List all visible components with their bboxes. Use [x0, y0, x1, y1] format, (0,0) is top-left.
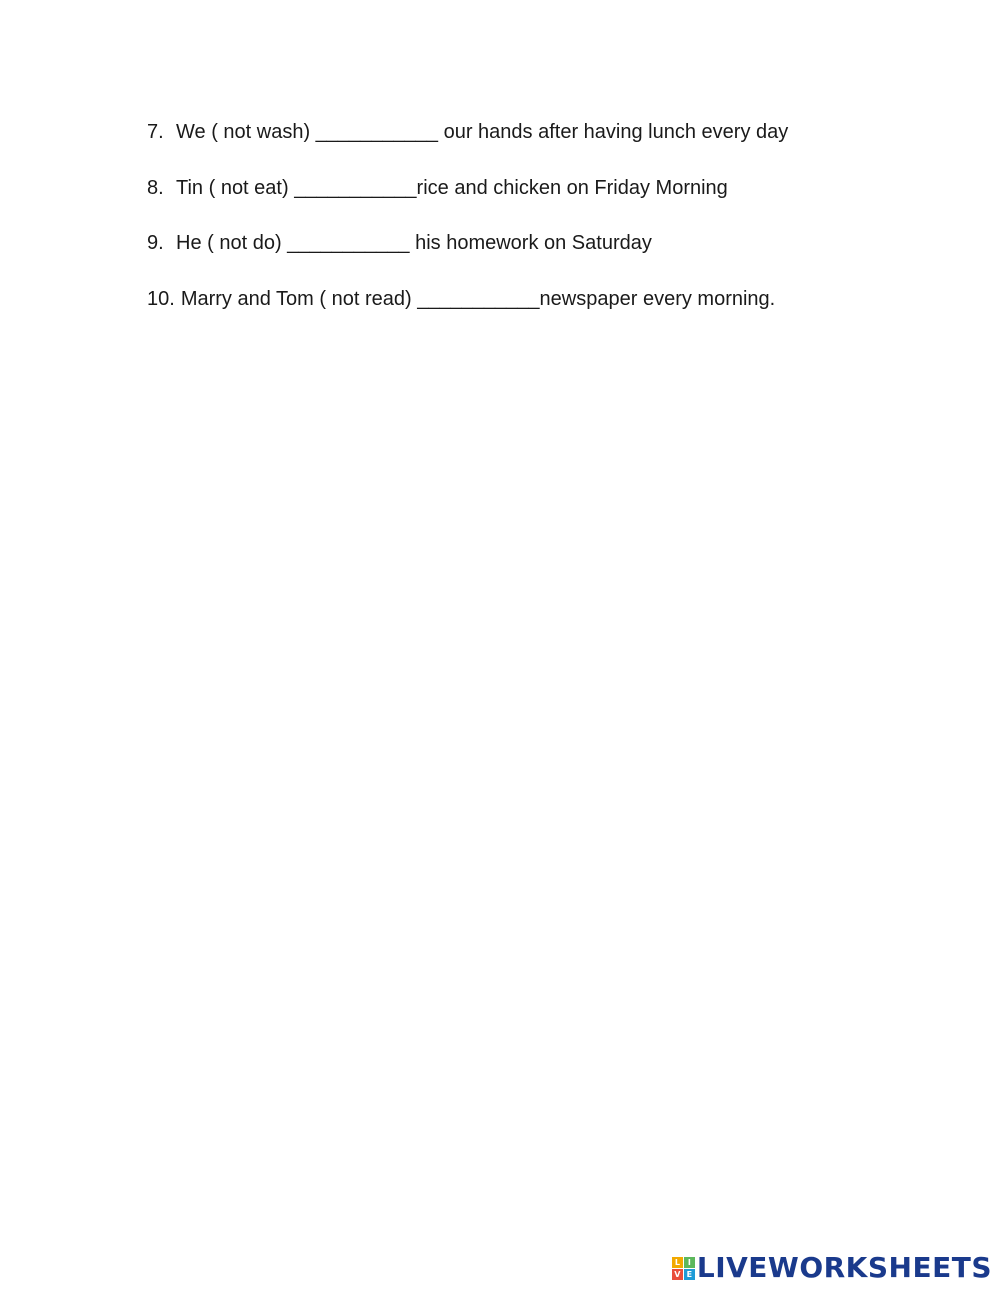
exercise-item	[147, 116, 907, 172]
exercise-item	[147, 283, 907, 339]
liveworksheets-logo	[672, 1253, 992, 1283]
exercise-text: He ( not do) ___________ his homework on Saturday	[176, 232, 652, 254]
logo-text: LIVEWORKSHEETS	[696, 1251, 992, 1284]
exercise-item	[147, 172, 907, 228]
exercise-number: 10.	[147, 287, 175, 310]
exercise-number: 8.	[147, 176, 164, 199]
logo-mark-icon	[672, 1257, 695, 1280]
exercise-text: Tin ( not eat) ___________rice and chicken on Friday Morning	[176, 176, 728, 199]
logo-mark-letter: I	[684, 1257, 695, 1268]
exercise-text: We ( not wash) ___________ our hands after having lunch every day	[176, 121, 789, 143]
exercise-text: Marry and Tom ( not read) ___________newspaper every morning.	[180, 287, 776, 310]
exercise-number: 7.	[147, 121, 164, 143]
logo-mark-letter: V	[672, 1269, 683, 1280]
exercise-number: 9.	[147, 232, 164, 254]
exercise-item	[147, 227, 907, 283]
logo-mark-letter: L	[672, 1257, 683, 1268]
worksheet-exercises	[147, 116, 907, 338]
logo-mark-letter: E	[684, 1269, 695, 1280]
